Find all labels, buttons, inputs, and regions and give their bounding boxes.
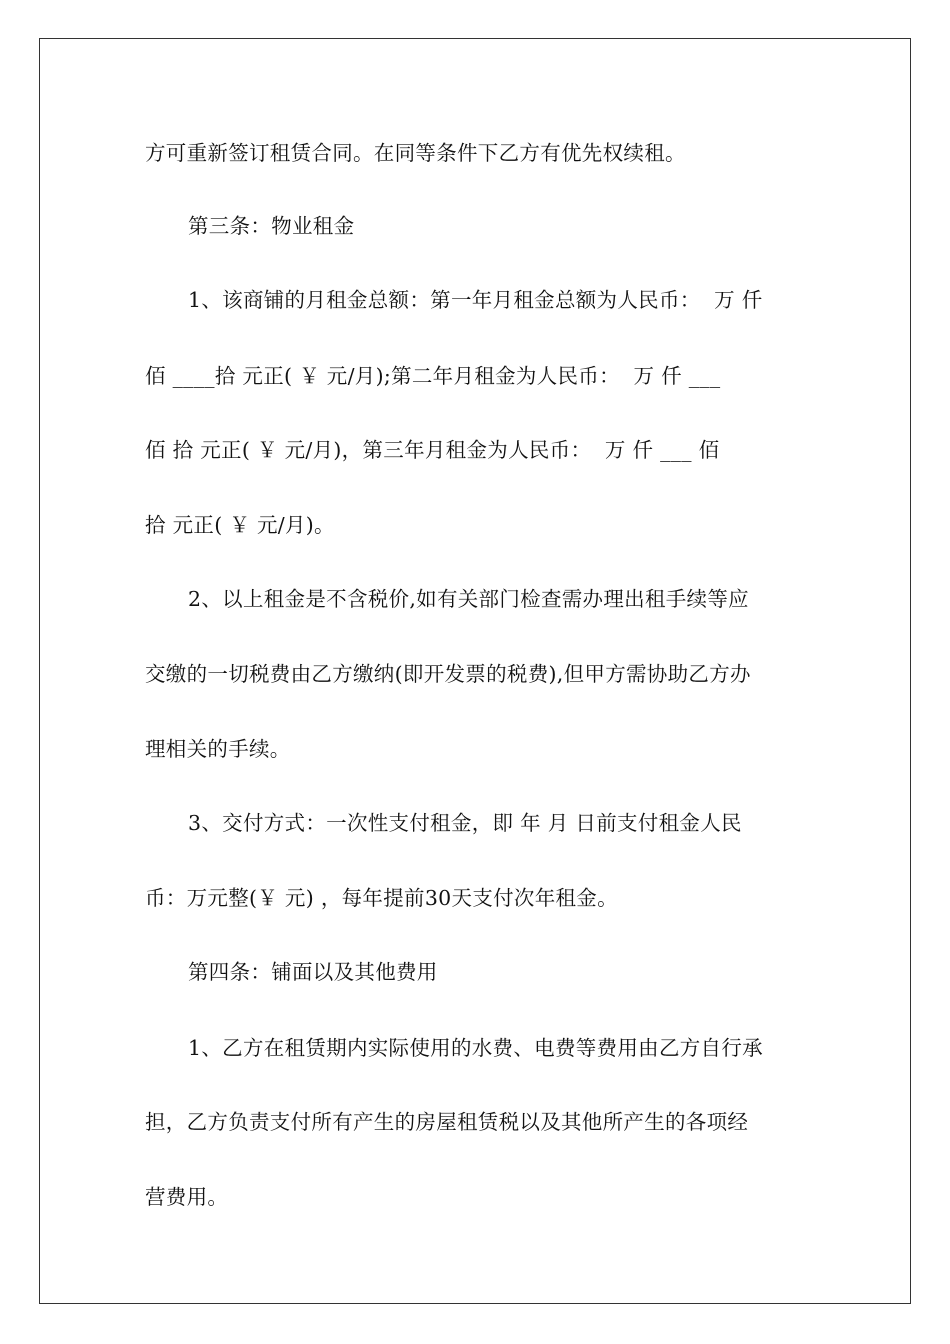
paragraph-line: 1、该商铺的月租金总额：第一年月租金总额为人民币： 万 仟 (188, 288, 763, 312)
paragraph-line: 佰 ____拾 元正( ￥ 元/月);第二年月租金为人民币： 万 仟 ___ (145, 364, 721, 388)
paragraph-line: 交缴的一切税费由乙方缴纳(即开发票的税费),但甲方需协助乙方办 (145, 662, 751, 686)
section-heading-article-3: 第三条：物业租金 (188, 214, 355, 238)
section-heading-article-4: 第四条：铺面以及其他费用 (188, 960, 438, 984)
paragraph-line: 币：万元整(￥ 元) ，每年提前30天支付次年租金。 (145, 886, 618, 910)
paragraph-line: 理相关的手续。 (145, 737, 291, 761)
paragraph-line: 佰 拾 元正( ￥ 元/月)，第三年月租金为人民币： 万 仟 ___ 佰 (145, 438, 720, 462)
paragraph-line: 拾 元正( ￥ 元/月)。 (145, 513, 335, 537)
paragraph-line: 方可重新签订租赁合同。在同等条件下乙方有优先权续租。 (145, 141, 686, 165)
paragraph-line: 担，乙方负责支付所有产生的房屋租赁税以及其他所产生的各项经 (145, 1110, 749, 1134)
paragraph-line: 3、交付方式：一次性支付租金，即 年 月 日前支付租金人民 (188, 811, 742, 835)
paragraph-line: 营费用。 (145, 1185, 229, 1209)
paragraph-line: 2、以上租金是不含税价,如有关部门检查需办理出租手续等应 (188, 587, 749, 611)
paragraph-line: 1、乙方在租赁期内实际使用的水费、电费等费用由乙方自行承 (188, 1036, 763, 1060)
